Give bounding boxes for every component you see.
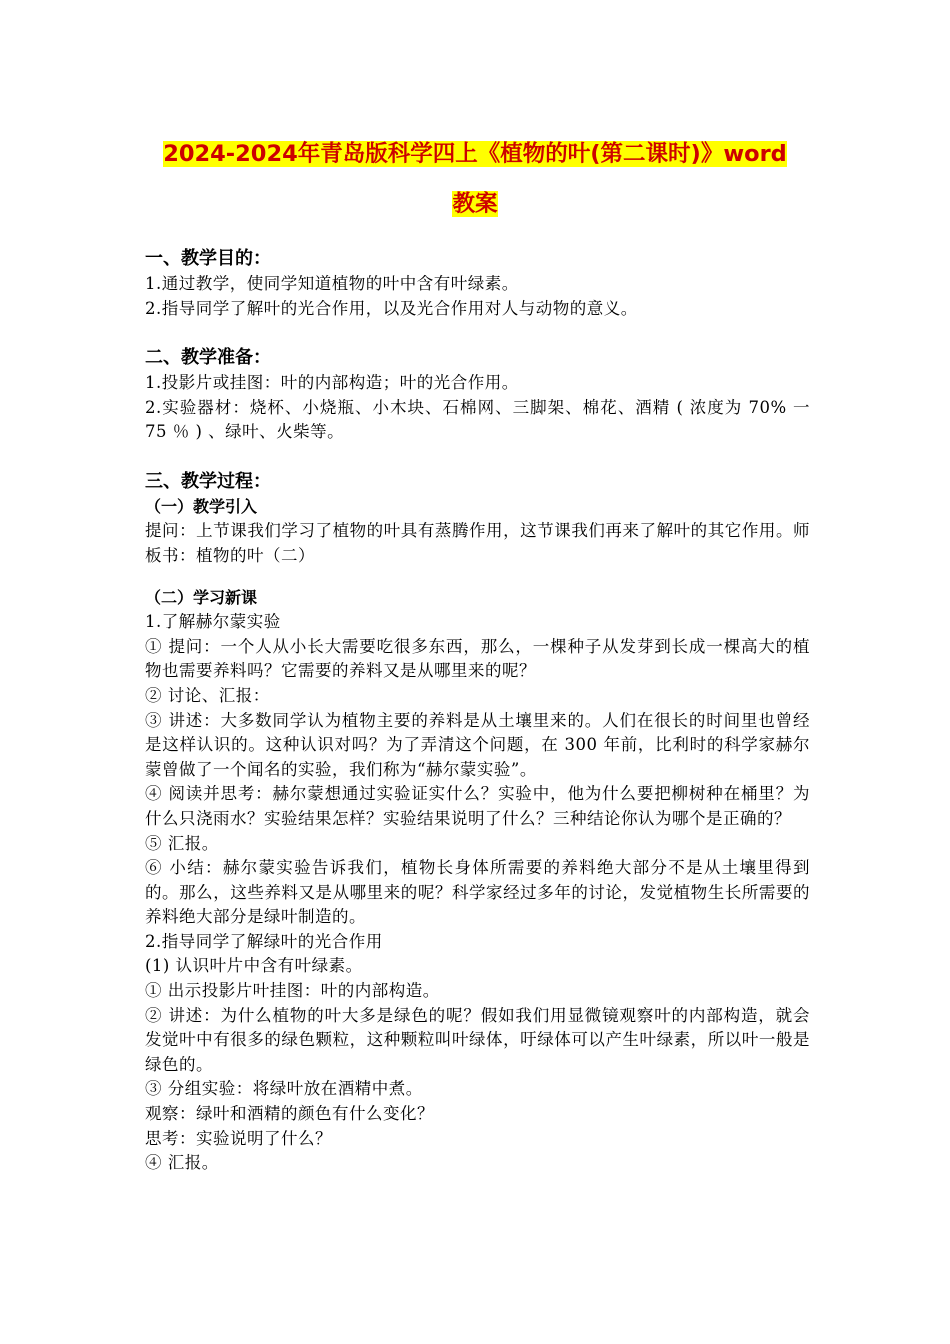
title-line-1-wrap [100, 136, 850, 168]
lesson-line: ③ 讲述：大多数同学认为植物主要的养料是从土壤里来的。人们在很长的时间里也曾经是这样认识的。这种认识对吗？为了弄清这个问题，在 300 年前，比利时的科学家赫尔蒙曾做了一个闻名的实验，我们称为“赫尔蒙实验”。 [145, 710, 810, 779]
lesson-line: ① 出示投影片叶挂图：叶的内部构造。 [145, 981, 440, 1001]
lesson-line: ⑥ 小结：赫尔蒙实验告诉我们，植物长身体所需要的养料绝大部分不是从土壤里得到的。那么，这些养料又是从哪里来的呢？科学家经过多年的讨论，发觉植物生长所需要的养料绝大部分是绿叶制造的。 [145, 858, 810, 927]
lesson-line: ⑤ 汇报。 [145, 833, 219, 853]
section-heading-preparation: 二、教学准备： [145, 347, 271, 369]
document-title-line-2: 教案 [452, 191, 498, 217]
subsection-heading-intro: （一）教学引入 [145, 496, 258, 516]
preparation-item: 2.实验器材：烧杯、小烧瓶、小木块、石棉网、三脚架、棉花、酒精 ( 浓度为 70% 一 75 ％ ) 、绿叶、火柴等。 [145, 397, 810, 442]
lesson-line: ① 提问：一个人从小长大需要吃很多东西，那么，一棵种子从发芽到长成一棵高大的植物也需要养料吗？它需要的养料又是从哪里来的呢？ [145, 636, 810, 681]
section-heading-objectives: 一、教学目的： [145, 248, 271, 269]
objective-item: 1.通过教学，使同学知道植物的叶中含有叶绿素。 [145, 274, 519, 293]
lesson-line: 1.了解赫尔蒙实验 [145, 612, 281, 632]
lesson-line: ② 讨论、汇报： [145, 685, 270, 705]
lesson-line: ④ 阅读并思考：赫尔蒙想通过实验证实什么？实验中，他为什么要把柳树种在桶里？为什么只浇雨水？实验结果怎样？实验结果说明了什么？三种结论你认为哪个是正确的？ [145, 784, 810, 828]
lesson-line: ④ 汇报。 [145, 1153, 219, 1173]
intro-paragraph: 提问：上节课我们学习了植物的叶具有蒸腾作用，这节课我们再来了解叶的其它作用。师板书：植物的叶（二） [145, 520, 810, 565]
lesson-line: (1) 认识叶片中含有叶绿素。 [145, 956, 363, 976]
subsection-heading-new-lesson: （二）学习新课 [145, 588, 258, 608]
objective-item: 2.指导同学了解叶的光合作用，以及光合作用对人与动物的意义。 [145, 298, 638, 318]
lesson-line: ③ 分组实验：将绿叶放在酒精中煮。 [145, 1079, 423, 1099]
section-heading-process: 三、教学过程： [145, 470, 271, 492]
lesson-line: 2.指导同学了解绿叶的光合作用 [145, 931, 383, 951]
lesson-line: 思考：实验说明了什么？ [145, 1128, 332, 1148]
preparation-item: 1.投影片或挂图：叶的内部构造；叶的光合作用。 [145, 373, 519, 393]
document-body [145, 246, 810, 1176]
document-title-line-1: 2024-2024年青岛版科学四上《植物的叶(第二课时)》word [163, 141, 787, 167]
lesson-line: ② 讲述：为什么植物的叶大多是绿色的呢？假如我们用显微镜观察叶的内部构造，就会发觉叶中有很多的绿色颗粒，这种颗粒叫叶绿体，吁绿体可以产生叶绿素，所以叶一般是绿色的。 [145, 1005, 810, 1074]
lesson-line: 观察：绿叶和酒精的颜色有什么变化？ [145, 1104, 434, 1124]
title-line-2-wrap [100, 186, 850, 218]
